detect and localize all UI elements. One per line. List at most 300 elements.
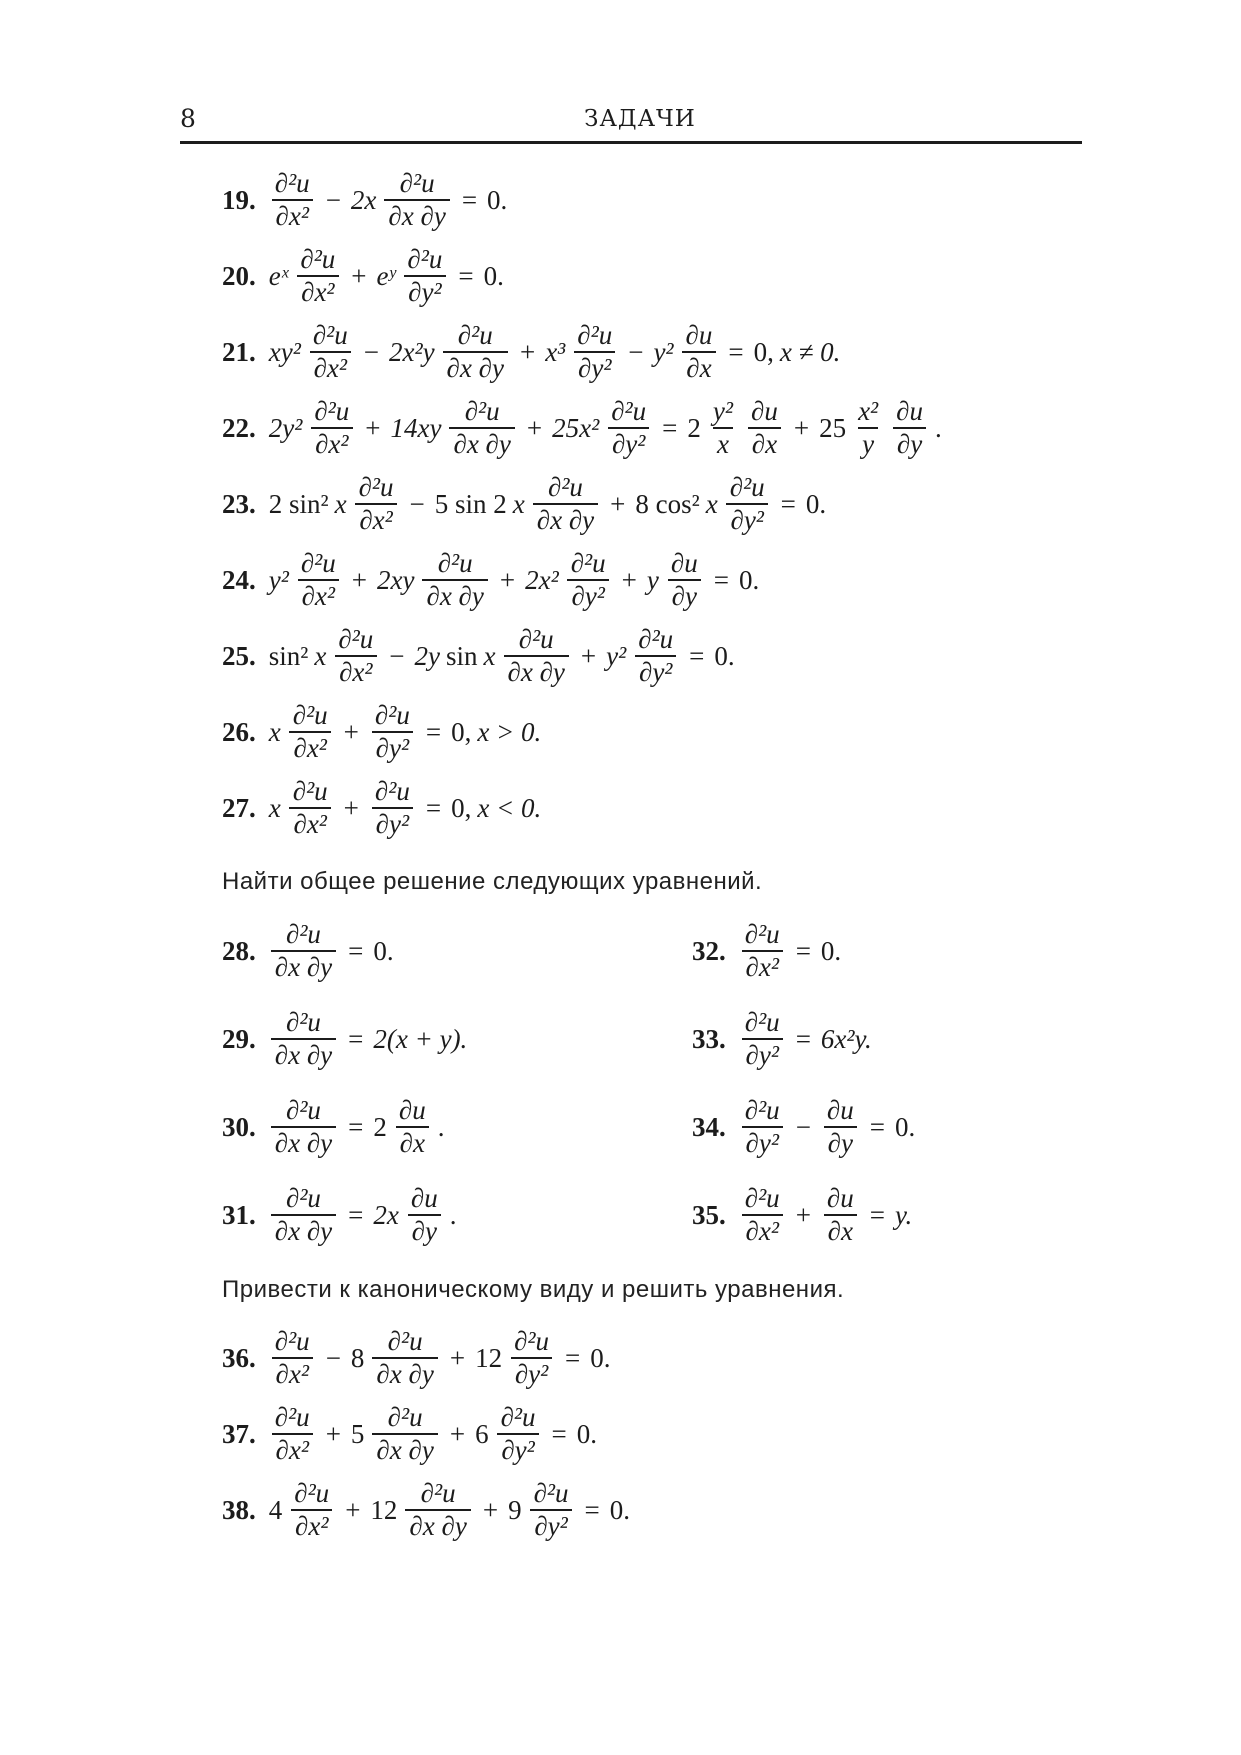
fraction-denominator: ∂x² — [297, 275, 338, 306]
math-constant: . — [935, 412, 942, 443]
math-constant: . — [437, 1111, 445, 1142]
math-constant: 2 — [373, 1111, 387, 1142]
math-constant: . — [449, 1199, 457, 1230]
math-constant: 0, — [753, 336, 774, 367]
problem-item — [692, 920, 1082, 982]
operator: = — [458, 260, 474, 291]
equation — [266, 550, 762, 610]
fraction-numerator: ∂²u — [744, 1007, 780, 1037]
fraction-numerator: ∂²u — [314, 396, 350, 426]
page-number: 8 — [180, 104, 196, 133]
math-constant: 5 — [350, 1418, 365, 1449]
equation — [266, 921, 397, 981]
fraction-denominator: ∂x² — [335, 655, 376, 686]
fraction-denominator: ∂x² — [291, 1509, 332, 1540]
math-constant: 0, — [451, 792, 472, 823]
fraction-denominator: x — [713, 427, 733, 458]
operator: − — [628, 336, 644, 367]
fraction-numerator: ∂u — [398, 1095, 426, 1125]
equation — [266, 1328, 614, 1388]
math-constant: 12 — [370, 1494, 398, 1525]
equation — [736, 1097, 919, 1157]
math-term: y² — [268, 564, 289, 595]
problem-list-c — [222, 1328, 1082, 1540]
fraction-numerator: ∂²u — [358, 472, 394, 502]
fraction-denominator: ∂x² — [289, 807, 330, 838]
fraction-numerator: ∂²u — [374, 776, 410, 806]
operator: + — [580, 640, 597, 671]
problem-number: 38 . — [222, 1497, 256, 1524]
math-term: x — [314, 640, 327, 671]
fraction-numerator: ∂²u — [638, 624, 674, 654]
fraction — [271, 170, 314, 230]
fraction — [289, 702, 332, 762]
math-constant: 0. — [714, 640, 735, 671]
math-term: 14xy — [390, 412, 442, 443]
fraction-denominator: y — [858, 427, 878, 458]
operator: = — [425, 792, 442, 823]
operator: = — [795, 935, 811, 966]
math-term: y² — [606, 640, 627, 671]
problem-number: 21 . — [222, 339, 256, 366]
fraction-numerator: ∂²u — [274, 168, 310, 198]
fraction-numerator: ∂²u — [500, 1402, 536, 1432]
math-constant: 0. — [609, 1494, 630, 1525]
fraction — [271, 921, 336, 981]
fraction-numerator: ∂²u — [464, 396, 500, 426]
fraction-numerator: ∂²u — [292, 700, 328, 730]
math-term: x — [512, 488, 525, 519]
equation — [266, 1185, 460, 1245]
problem-number: 24 . — [222, 567, 256, 594]
operator: + — [499, 564, 516, 595]
problem-number: 27 . — [222, 795, 256, 822]
fraction-denominator: ∂x — [396, 1126, 429, 1157]
math-term: x > 0. — [477, 716, 542, 747]
fraction — [497, 1404, 540, 1464]
problem-item — [222, 322, 1082, 382]
problem-number: 34 . — [692, 1114, 726, 1141]
operator: = — [348, 1111, 364, 1142]
operator: = — [728, 336, 744, 367]
math-term: y² — [653, 336, 674, 367]
math-constant: 4 — [268, 1494, 283, 1525]
math-constant: sin² — [268, 640, 309, 671]
problem-number: 26 . — [222, 719, 256, 746]
fraction-numerator: ∂u — [685, 320, 713, 350]
fraction-numerator: ∂²u — [518, 624, 554, 654]
operator: = — [348, 1023, 364, 1054]
equation — [266, 246, 507, 306]
fraction-numerator: x² — [858, 396, 879, 426]
math-term: 2(x + y). — [373, 1023, 468, 1054]
fraction-numerator: ∂u — [750, 396, 778, 426]
fraction-denominator: ∂x ∂y — [504, 655, 569, 686]
fraction-numerator: ∂²u — [577, 320, 613, 350]
math-constant: 12 — [475, 1342, 503, 1373]
fraction — [607, 398, 650, 458]
fraction — [290, 1480, 333, 1540]
fraction-numerator: ∂²u — [407, 244, 443, 274]
math-term: 2x²y — [388, 336, 435, 367]
fraction — [449, 398, 514, 458]
fraction-numerator: ∂²u — [387, 1402, 423, 1432]
fraction-denominator: ∂x² — [298, 579, 339, 610]
fraction-denominator: ∂y² — [497, 1433, 538, 1464]
problem-item — [222, 170, 1082, 230]
fraction-denominator: ∂x ∂y — [271, 950, 336, 981]
problem-item — [692, 1184, 1082, 1246]
fraction-denominator: ∂x ∂y — [372, 1357, 437, 1388]
math-term: 2y — [414, 640, 440, 671]
fraction — [271, 1328, 314, 1388]
problem-item — [222, 474, 1082, 534]
fraction-numerator: ∂u — [896, 396, 923, 426]
fraction-denominator: ∂x² — [311, 427, 352, 458]
fraction-denominator: ∂y² — [511, 1357, 552, 1388]
math-term: xy² — [268, 336, 301, 367]
problem-number: 29 . — [222, 1026, 256, 1053]
operator: − — [325, 1342, 341, 1373]
section-heading-canonical: Привести к каноническому виду и решить уравнения. — [222, 1276, 845, 1303]
equation — [266, 474, 829, 534]
fraction-denominator: ∂x ∂y — [449, 427, 514, 458]
fraction-numerator: ∂u — [826, 1183, 854, 1213]
math-term: x — [268, 716, 281, 747]
math-term: y — [646, 564, 659, 595]
math-term: x — [268, 792, 281, 823]
math-term: 2x — [373, 1199, 399, 1230]
fraction-denominator: ∂x ∂y — [372, 1433, 437, 1464]
fraction-numerator: ∂²u — [285, 1183, 321, 1213]
fraction-numerator: ∂²u — [387, 1326, 423, 1356]
problem-item — [222, 920, 692, 982]
operator: + — [610, 488, 626, 519]
math-constant: sin — [446, 640, 478, 671]
equation — [736, 921, 844, 981]
fraction-denominator: ∂x ∂y — [405, 1509, 470, 1540]
fraction — [530, 1480, 573, 1540]
fraction-denominator: ∂y — [824, 1126, 857, 1157]
math-term: y. — [895, 1199, 913, 1230]
equation — [266, 778, 545, 838]
fraction — [854, 398, 882, 458]
math-constant: 8 — [350, 1342, 365, 1373]
fraction-numerator: ∂²u — [457, 320, 493, 350]
math-term: 6x²y. — [820, 1023, 872, 1054]
operator: + — [351, 564, 368, 595]
fraction-numerator: ∂²u — [285, 1095, 321, 1125]
math-constant: 6 — [475, 1418, 489, 1449]
fraction-denominator: ∂x² — [272, 1433, 313, 1464]
fraction — [372, 1328, 437, 1388]
fraction-denominator: ∂y — [893, 427, 926, 458]
fraction — [309, 322, 352, 382]
fraction — [407, 1185, 442, 1245]
operator: + — [526, 412, 543, 443]
fraction-denominator: ∂x ∂y — [271, 1038, 336, 1069]
operator: + — [343, 716, 359, 747]
operator: = — [780, 488, 796, 519]
fraction — [709, 398, 737, 458]
problem-item — [222, 550, 1082, 610]
fraction — [510, 1328, 553, 1388]
math-term: 25x² — [552, 412, 600, 443]
fraction — [405, 1480, 470, 1540]
fraction — [271, 1097, 336, 1157]
fraction-denominator: ∂x ∂y — [533, 503, 598, 534]
fraction-numerator: ∂²u — [292, 776, 328, 806]
problem-number: 36 . — [222, 1345, 256, 1372]
fraction-numerator: ∂²u — [300, 548, 336, 578]
fraction-numerator: ∂²u — [338, 624, 374, 654]
operator: − — [325, 184, 341, 215]
equation — [736, 1009, 875, 1069]
fraction-denominator: ∂y² — [404, 275, 445, 306]
fraction — [334, 626, 377, 686]
fraction-numerator: ∂²u — [294, 1478, 330, 1508]
fraction — [403, 246, 446, 306]
operator: = — [565, 1342, 581, 1373]
fraction — [823, 1185, 858, 1245]
fraction-numerator: ∂²u — [548, 472, 583, 502]
problem-number: 30 . — [222, 1114, 256, 1141]
operator: = — [348, 1199, 364, 1230]
problem-item — [692, 1096, 1082, 1158]
fraction-denominator: ∂y² — [742, 1126, 783, 1157]
fraction-numerator: ∂²u — [744, 1183, 780, 1213]
fraction — [726, 474, 769, 534]
fraction — [741, 1185, 784, 1245]
math-constant: 0. — [483, 260, 504, 291]
math-term: 2x — [350, 184, 377, 215]
fraction-denominator: ∂x² — [742, 950, 783, 981]
math-term: x < 0. — [477, 792, 542, 823]
fraction-denominator: ∂x² — [272, 199, 313, 230]
problem-item — [222, 1328, 1082, 1388]
equation — [266, 322, 844, 382]
operator: = — [348, 935, 364, 966]
equation — [266, 1097, 448, 1157]
math-term: eʸ — [376, 260, 396, 291]
fraction — [289, 778, 332, 838]
equation — [266, 1480, 633, 1540]
fraction-numerator: ∂²u — [570, 548, 606, 578]
fraction — [271, 1185, 336, 1245]
operator: + — [351, 260, 367, 291]
fraction — [747, 398, 782, 458]
operator: + — [795, 1199, 811, 1230]
fraction-numerator: ∂²u — [437, 548, 473, 578]
operator: + — [519, 336, 536, 367]
operator: + — [325, 1418, 341, 1449]
problem-item — [222, 626, 1082, 686]
fraction — [823, 1097, 858, 1157]
fraction-denominator: ∂y² — [372, 731, 413, 762]
math-constant: 2 — [687, 412, 701, 443]
problem-number: 19 . — [222, 187, 256, 214]
fraction-numerator: ∂²u — [312, 320, 348, 350]
equation — [266, 1009, 471, 1069]
problem-number: 35 . — [692, 1202, 726, 1229]
fraction — [573, 322, 616, 382]
problem-item — [222, 778, 1082, 838]
operator: + — [793, 412, 810, 443]
fraction-denominator: ∂x² — [310, 351, 351, 382]
math-term: x — [334, 488, 347, 519]
math-term: 2xy — [377, 564, 415, 595]
header-rule — [180, 141, 1082, 144]
fraction-numerator: ∂u — [410, 1183, 438, 1213]
fraction-denominator: ∂x² — [289, 731, 330, 762]
fraction — [395, 1097, 430, 1157]
fraction-numerator: ∂²u — [611, 396, 647, 426]
page-content — [222, 170, 1082, 1540]
math-constant: 0. — [373, 935, 394, 966]
math-term: x ≠ 0. — [779, 336, 841, 367]
operator: + — [482, 1494, 499, 1525]
math-constant: 25 — [819, 412, 847, 443]
operator: = — [551, 1418, 567, 1449]
operator: = — [795, 1023, 811, 1054]
fraction — [533, 474, 598, 534]
fraction-numerator: ∂²u — [285, 1007, 321, 1037]
fraction-denominator: ∂x² — [742, 1214, 783, 1245]
operator: = — [689, 640, 705, 671]
fraction — [422, 550, 487, 610]
math-term: 2y² — [268, 412, 303, 443]
fraction-denominator: ∂x² — [355, 503, 396, 534]
operator: − — [363, 336, 379, 367]
equation — [736, 1185, 916, 1245]
problem-number: 23 . — [222, 491, 256, 518]
problem-number: 31 . — [222, 1202, 256, 1229]
fraction-denominator: ∂x — [682, 351, 715, 382]
operator: + — [343, 792, 359, 823]
fraction-numerator: ∂²u — [420, 1478, 456, 1508]
fraction-numerator: ∂²u — [744, 1095, 780, 1125]
fraction — [741, 1097, 784, 1157]
math-term: eˣ — [268, 260, 289, 291]
section-heading-general: Найти общее решение следующих уравнений. — [222, 868, 763, 895]
fraction-numerator: ∂²u — [729, 472, 765, 502]
fraction-numerator: ∂²u — [274, 1402, 310, 1432]
fraction-denominator: ∂y² — [635, 655, 676, 686]
fraction-numerator: ∂²u — [274, 1326, 310, 1356]
equation — [266, 702, 545, 762]
math-constant: 0. — [805, 488, 827, 519]
fraction-denominator: ∂x ∂y — [422, 579, 487, 610]
math-term: x — [705, 488, 718, 519]
problem-grid-general — [222, 920, 1082, 1246]
operator: = — [713, 564, 729, 595]
fraction-numerator: ∂²u — [533, 1478, 569, 1508]
operator: = — [461, 184, 478, 215]
fraction — [296, 246, 339, 306]
fraction-numerator: ∂²u — [399, 168, 435, 198]
fraction — [504, 626, 569, 686]
math-constant: 5 sin 2 — [434, 488, 507, 519]
math-term: x — [483, 640, 496, 671]
problem-item — [222, 246, 1082, 306]
fraction-denominator: ∂x² — [272, 1357, 313, 1388]
fraction-numerator: ∂²u — [744, 919, 780, 949]
fraction-denominator: ∂y² — [567, 579, 608, 610]
math-term: 2x² — [525, 564, 559, 595]
fraction — [741, 921, 784, 981]
fraction-numerator: ∂u — [670, 548, 698, 578]
math-constant: 0. — [895, 1111, 916, 1142]
equation — [266, 170, 511, 230]
fraction-denominator: ∂y — [668, 579, 701, 610]
operator: = — [662, 412, 678, 443]
fraction — [371, 702, 414, 762]
problem-number: 20 . — [222, 263, 256, 290]
operator: + — [365, 412, 381, 443]
operator: − — [795, 1111, 811, 1142]
fraction — [741, 1009, 784, 1069]
fraction-denominator: ∂y² — [530, 1509, 571, 1540]
fraction — [310, 398, 353, 458]
math-constant: 0. — [487, 184, 508, 215]
operator: + — [345, 1494, 361, 1525]
equation — [266, 1404, 600, 1464]
fraction-denominator: ∂x ∂y — [271, 1214, 336, 1245]
math-constant: 2 sin² — [268, 488, 329, 519]
fraction-numerator: ∂u — [826, 1095, 854, 1125]
fraction — [355, 474, 398, 534]
problem-item — [222, 1184, 692, 1246]
problem-number: 28 . — [222, 938, 256, 965]
fraction-denominator: ∂x ∂y — [443, 351, 508, 382]
fraction-denominator: ∂y² — [726, 503, 767, 534]
math-constant: 9 — [508, 1494, 522, 1525]
fraction — [372, 1404, 437, 1464]
fraction-denominator: ∂y — [408, 1214, 441, 1245]
fraction-denominator: ∂x — [824, 1214, 857, 1245]
fraction-denominator: ∂x — [748, 427, 781, 458]
operator: − — [409, 488, 425, 519]
fraction — [297, 550, 340, 610]
operator: + — [449, 1342, 466, 1373]
problem-number: 32 . — [692, 938, 726, 965]
fraction — [634, 626, 677, 686]
fraction — [371, 778, 414, 838]
math-constant: 0, — [451, 716, 472, 747]
problem-item — [222, 1096, 692, 1158]
problem-item — [222, 1404, 1082, 1464]
problem-number: 37 . — [222, 1421, 256, 1448]
fraction — [667, 550, 702, 610]
problem-item — [692, 1008, 1082, 1070]
fraction — [271, 1404, 314, 1464]
operator: − — [389, 640, 405, 671]
running-head: ЗАДАЧИ — [584, 106, 696, 132]
problem-number: 22 . — [222, 415, 256, 442]
problem-item — [222, 1008, 692, 1070]
fraction-denominator: ∂y² — [742, 1038, 783, 1069]
math-term: x³ — [545, 336, 566, 367]
problem-item — [222, 398, 1082, 458]
problem-number: 25 . — [222, 643, 256, 670]
operator: = — [869, 1111, 885, 1142]
math-constant: 0. — [738, 564, 760, 595]
fraction — [384, 170, 449, 230]
fraction — [271, 1009, 336, 1069]
equation — [266, 398, 945, 458]
fraction — [567, 550, 610, 610]
problem-item — [222, 1480, 1082, 1540]
